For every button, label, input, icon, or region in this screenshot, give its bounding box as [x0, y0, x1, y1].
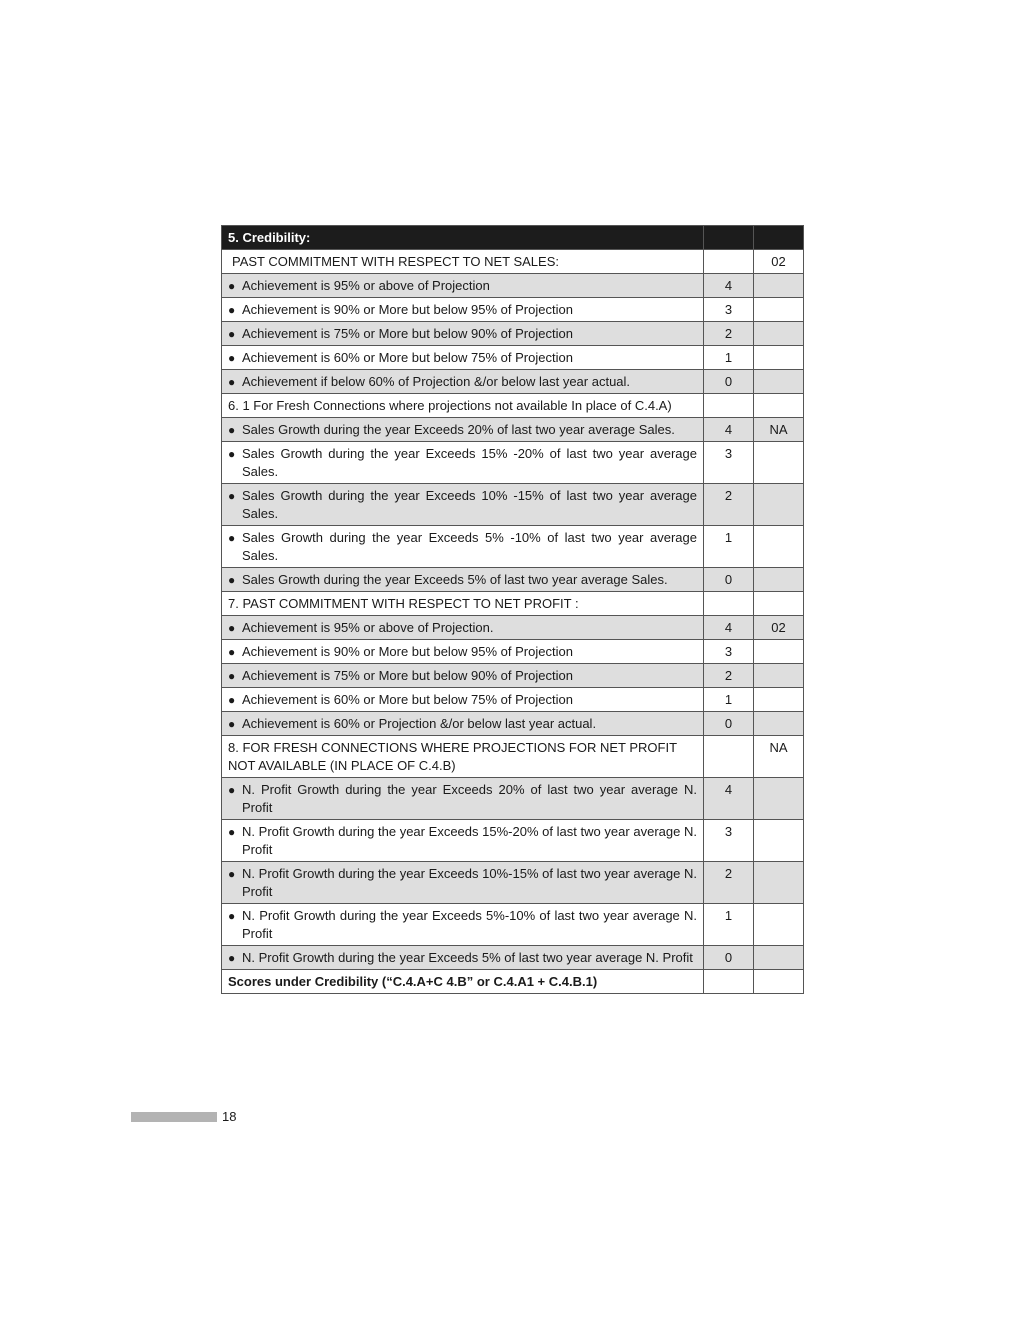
criterion-cell: [222, 736, 704, 778]
score-cell: [754, 640, 804, 664]
points-cell: 2: [704, 322, 754, 346]
bullet-item: [228, 781, 697, 817]
table-row: [222, 592, 804, 616]
criterion-cell: [222, 418, 704, 442]
bullet-item: [228, 445, 697, 481]
points-cell: 3: [704, 298, 754, 322]
criterion-cell: [222, 688, 704, 712]
criterion-cell: [222, 862, 704, 904]
criterion-text: Achievement if below 60% of Projection &/or below last year actual.: [242, 374, 631, 389]
bullet-icon: ●: [228, 909, 236, 923]
table-row: [222, 820, 804, 862]
bullet-icon: ●: [228, 669, 236, 683]
criterion-text: N. Profit Growth during the year Exceeds 5% of last two year average N. Profit: [242, 950, 693, 965]
criterion-cell: [222, 322, 704, 346]
table-row: [222, 346, 804, 370]
table-header-row: [222, 226, 804, 250]
criterion-text: Achievement is 90% or More but below 95% of Projection: [242, 644, 573, 659]
score-cell: [754, 370, 804, 394]
criterion-cell: [222, 820, 704, 862]
criterion-cell: [222, 664, 704, 688]
score-cell: [754, 904, 804, 946]
criterion-cell: [222, 616, 704, 640]
bullet-icon: ●: [228, 531, 236, 545]
bullet-icon: ●: [228, 573, 236, 587]
points-cell: 0: [704, 370, 754, 394]
criterion-text: Sales Growth during the year Exceeds 10% -15% of last two year average Sales.: [242, 488, 697, 521]
points-cell: 2: [704, 664, 754, 688]
table-row: [222, 736, 804, 778]
bullet-item: [228, 349, 697, 367]
table-row: [222, 688, 804, 712]
bullet-item: [228, 421, 697, 439]
score-cell: NA: [754, 418, 804, 442]
bullet-icon: ●: [228, 825, 236, 839]
points-cell: 4: [704, 418, 754, 442]
criterion-text: Achievement is 95% or above of Projection.: [242, 620, 494, 635]
criterion-cell: [222, 526, 704, 568]
bullet-item: [228, 277, 697, 295]
score-cell: [754, 568, 804, 592]
points-cell: 3: [704, 442, 754, 484]
criterion-cell: [222, 274, 704, 298]
header-empty-cell: [754, 226, 804, 250]
points-cell: 3: [704, 640, 754, 664]
table-row: [222, 862, 804, 904]
criterion-cell: [222, 394, 704, 418]
table-row: [222, 664, 804, 688]
criterion-text: Achievement is 95% or above of Projection: [242, 278, 490, 293]
criterion-cell: [222, 970, 704, 994]
header-empty-cell: [704, 226, 754, 250]
score-cell: [754, 346, 804, 370]
score-cell: NA: [754, 736, 804, 778]
score-cell: [754, 688, 804, 712]
criterion-cell: [222, 592, 704, 616]
criterion-cell: [222, 346, 704, 370]
table-row: [222, 640, 804, 664]
points-cell: [704, 736, 754, 778]
score-cell: 02: [754, 616, 804, 640]
criterion-text: Sales Growth during the year Exceeds 20% of last two year average Sales.: [242, 422, 675, 437]
table-row: [222, 568, 804, 592]
page-footer: [131, 1109, 236, 1124]
criterion-cell: [222, 568, 704, 592]
score-cell: [754, 274, 804, 298]
table-row: [222, 712, 804, 736]
criterion-text: Sales Growth during the year Exceeds 15% -20% of last two year average Sales.: [242, 446, 697, 479]
points-cell: 4: [704, 616, 754, 640]
bullet-icon: ●: [228, 447, 236, 461]
criterion-cell: [222, 712, 704, 736]
score-cell: [754, 298, 804, 322]
score-cell: [754, 970, 804, 994]
points-cell: 3: [704, 820, 754, 862]
bullet-icon: ●: [228, 303, 236, 317]
bullet-icon: ●: [228, 279, 236, 293]
criterion-text: Achievement is 75% or More but below 90% of Projection: [242, 326, 573, 341]
bullet-item: [228, 715, 697, 733]
criterion-text: Achievement is 90% or More but below 95% of Projection: [242, 302, 573, 317]
points-cell: 0: [704, 568, 754, 592]
bullet-icon: ●: [228, 867, 236, 881]
score-cell: [754, 862, 804, 904]
bullet-item: [228, 301, 697, 319]
points-cell: [704, 250, 754, 274]
table-row: [222, 970, 804, 994]
points-cell: 1: [704, 904, 754, 946]
bullet-icon: ●: [228, 375, 236, 389]
table-row: [222, 442, 804, 484]
score-cell: 02: [754, 250, 804, 274]
bullet-icon: ●: [228, 783, 236, 797]
bullet-item: [228, 325, 697, 343]
table-row: [222, 778, 804, 820]
criterion-text: N. Profit Growth during the year Exceeds 5%-10% of last two year average N. Profit: [242, 908, 697, 941]
table-row: [222, 322, 804, 346]
criterion-text: N. Profit Growth during the year Exceeds 10%-15% of last two year average N. Profit: [242, 866, 697, 899]
criterion-text: Achievement is 60% or More but below 75% of Projection: [242, 350, 573, 365]
bullet-item: [228, 529, 697, 565]
score-cell: [754, 322, 804, 346]
bullet-item: [228, 865, 697, 901]
criterion-cell: [222, 640, 704, 664]
criterion-cell: [222, 484, 704, 526]
bullet-item: [228, 571, 697, 589]
points-cell: 0: [704, 712, 754, 736]
table-row: [222, 526, 804, 568]
section-heading: 8. FOR FRESH CONNECTIONS WHERE PROJECTIONS FOR NET PROFIT NOT AVAILABLE (IN PLACE OF C.4.B): [228, 740, 677, 773]
bullet-item: [228, 619, 697, 637]
criterion-cell: [222, 946, 704, 970]
score-cell: [754, 664, 804, 688]
score-cell: [754, 442, 804, 484]
bullet-item: [228, 373, 697, 391]
points-cell: [704, 394, 754, 418]
criterion-text: Achievement is 60% or More but below 75% of Projection: [242, 692, 573, 707]
points-cell: 2: [704, 484, 754, 526]
criterion-cell: [222, 442, 704, 484]
bullet-icon: ●: [228, 717, 236, 731]
score-cell: [754, 820, 804, 862]
bullet-icon: ●: [228, 327, 236, 341]
criterion-text: Achievement is 60% or Projection &/or below last year actual.: [242, 716, 597, 731]
criterion-cell: [222, 250, 704, 274]
points-cell: 2: [704, 862, 754, 904]
credibility-table: [221, 225, 804, 994]
points-cell: 4: [704, 274, 754, 298]
criterion-cell: [222, 778, 704, 820]
score-cell: [754, 592, 804, 616]
points-cell: 0: [704, 946, 754, 970]
page-number: 18: [222, 1109, 237, 1124]
criterion-text: Sales Growth during the year Exceeds 5% -10% of last two year average Sales.: [242, 530, 697, 563]
table-row: [222, 250, 804, 274]
bullet-icon: ●: [228, 645, 236, 659]
bullet-item: [228, 823, 697, 859]
section-title: 5. Credibility:: [222, 226, 704, 250]
score-cell: [754, 526, 804, 568]
table-row: [222, 274, 804, 298]
bullet-item: [228, 907, 697, 943]
section-heading: PAST COMMITMENT WITH RESPECT TO NET SALES:: [232, 254, 559, 269]
criterion-text: N. Profit Growth during the year Exceeds 15%-20% of last two year average N. Profit: [242, 824, 697, 857]
bullet-item: [228, 643, 697, 661]
table-row: [222, 904, 804, 946]
table-row: [222, 418, 804, 442]
section-heading: 7. PAST COMMITMENT WITH RESPECT TO NET PROFIT :: [228, 596, 579, 611]
table-row: [222, 394, 804, 418]
criterion-cell: [222, 370, 704, 394]
criterion-text: N. Profit Growth during the year Exceeds 20% of last two year average N. Profit: [242, 782, 697, 815]
bullet-icon: ●: [228, 693, 236, 707]
score-cell: [754, 778, 804, 820]
score-cell: [754, 394, 804, 418]
footer-bar: [131, 1112, 217, 1122]
table-row: [222, 370, 804, 394]
points-cell: [704, 970, 754, 994]
bullet-icon: ●: [228, 351, 236, 365]
score-cell: [754, 946, 804, 970]
bullet-item: [228, 487, 697, 523]
bullet-icon: ●: [228, 489, 236, 503]
criterion-cell: [222, 298, 704, 322]
criterion-cell: [222, 904, 704, 946]
bullet-icon: ●: [228, 423, 236, 437]
points-cell: 1: [704, 688, 754, 712]
points-cell: [704, 592, 754, 616]
criterion-text: Sales Growth during the year Exceeds 5% of last two year average Sales.: [242, 572, 668, 587]
bullet-icon: ●: [228, 621, 236, 635]
bullet-item: [228, 691, 697, 709]
section-heading: 6. 1 For Fresh Connections where projections not available In place of C.4.A): [228, 398, 672, 413]
table-row: [222, 946, 804, 970]
bullet-item: [228, 949, 697, 967]
bullet-icon: ●: [228, 951, 236, 965]
total-score-label: Scores under Credibility (“C.4.A+C 4.B” or C.4.A1 + C.4.B.1): [228, 974, 598, 989]
table-row: [222, 484, 804, 526]
bullet-item: [228, 667, 697, 685]
score-cell: [754, 712, 804, 736]
points-cell: 4: [704, 778, 754, 820]
points-cell: 1: [704, 346, 754, 370]
points-cell: 1: [704, 526, 754, 568]
table-row: [222, 298, 804, 322]
table-row: [222, 616, 804, 640]
criterion-text: Achievement is 75% or More but below 90% of Projection: [242, 668, 573, 683]
score-cell: [754, 484, 804, 526]
